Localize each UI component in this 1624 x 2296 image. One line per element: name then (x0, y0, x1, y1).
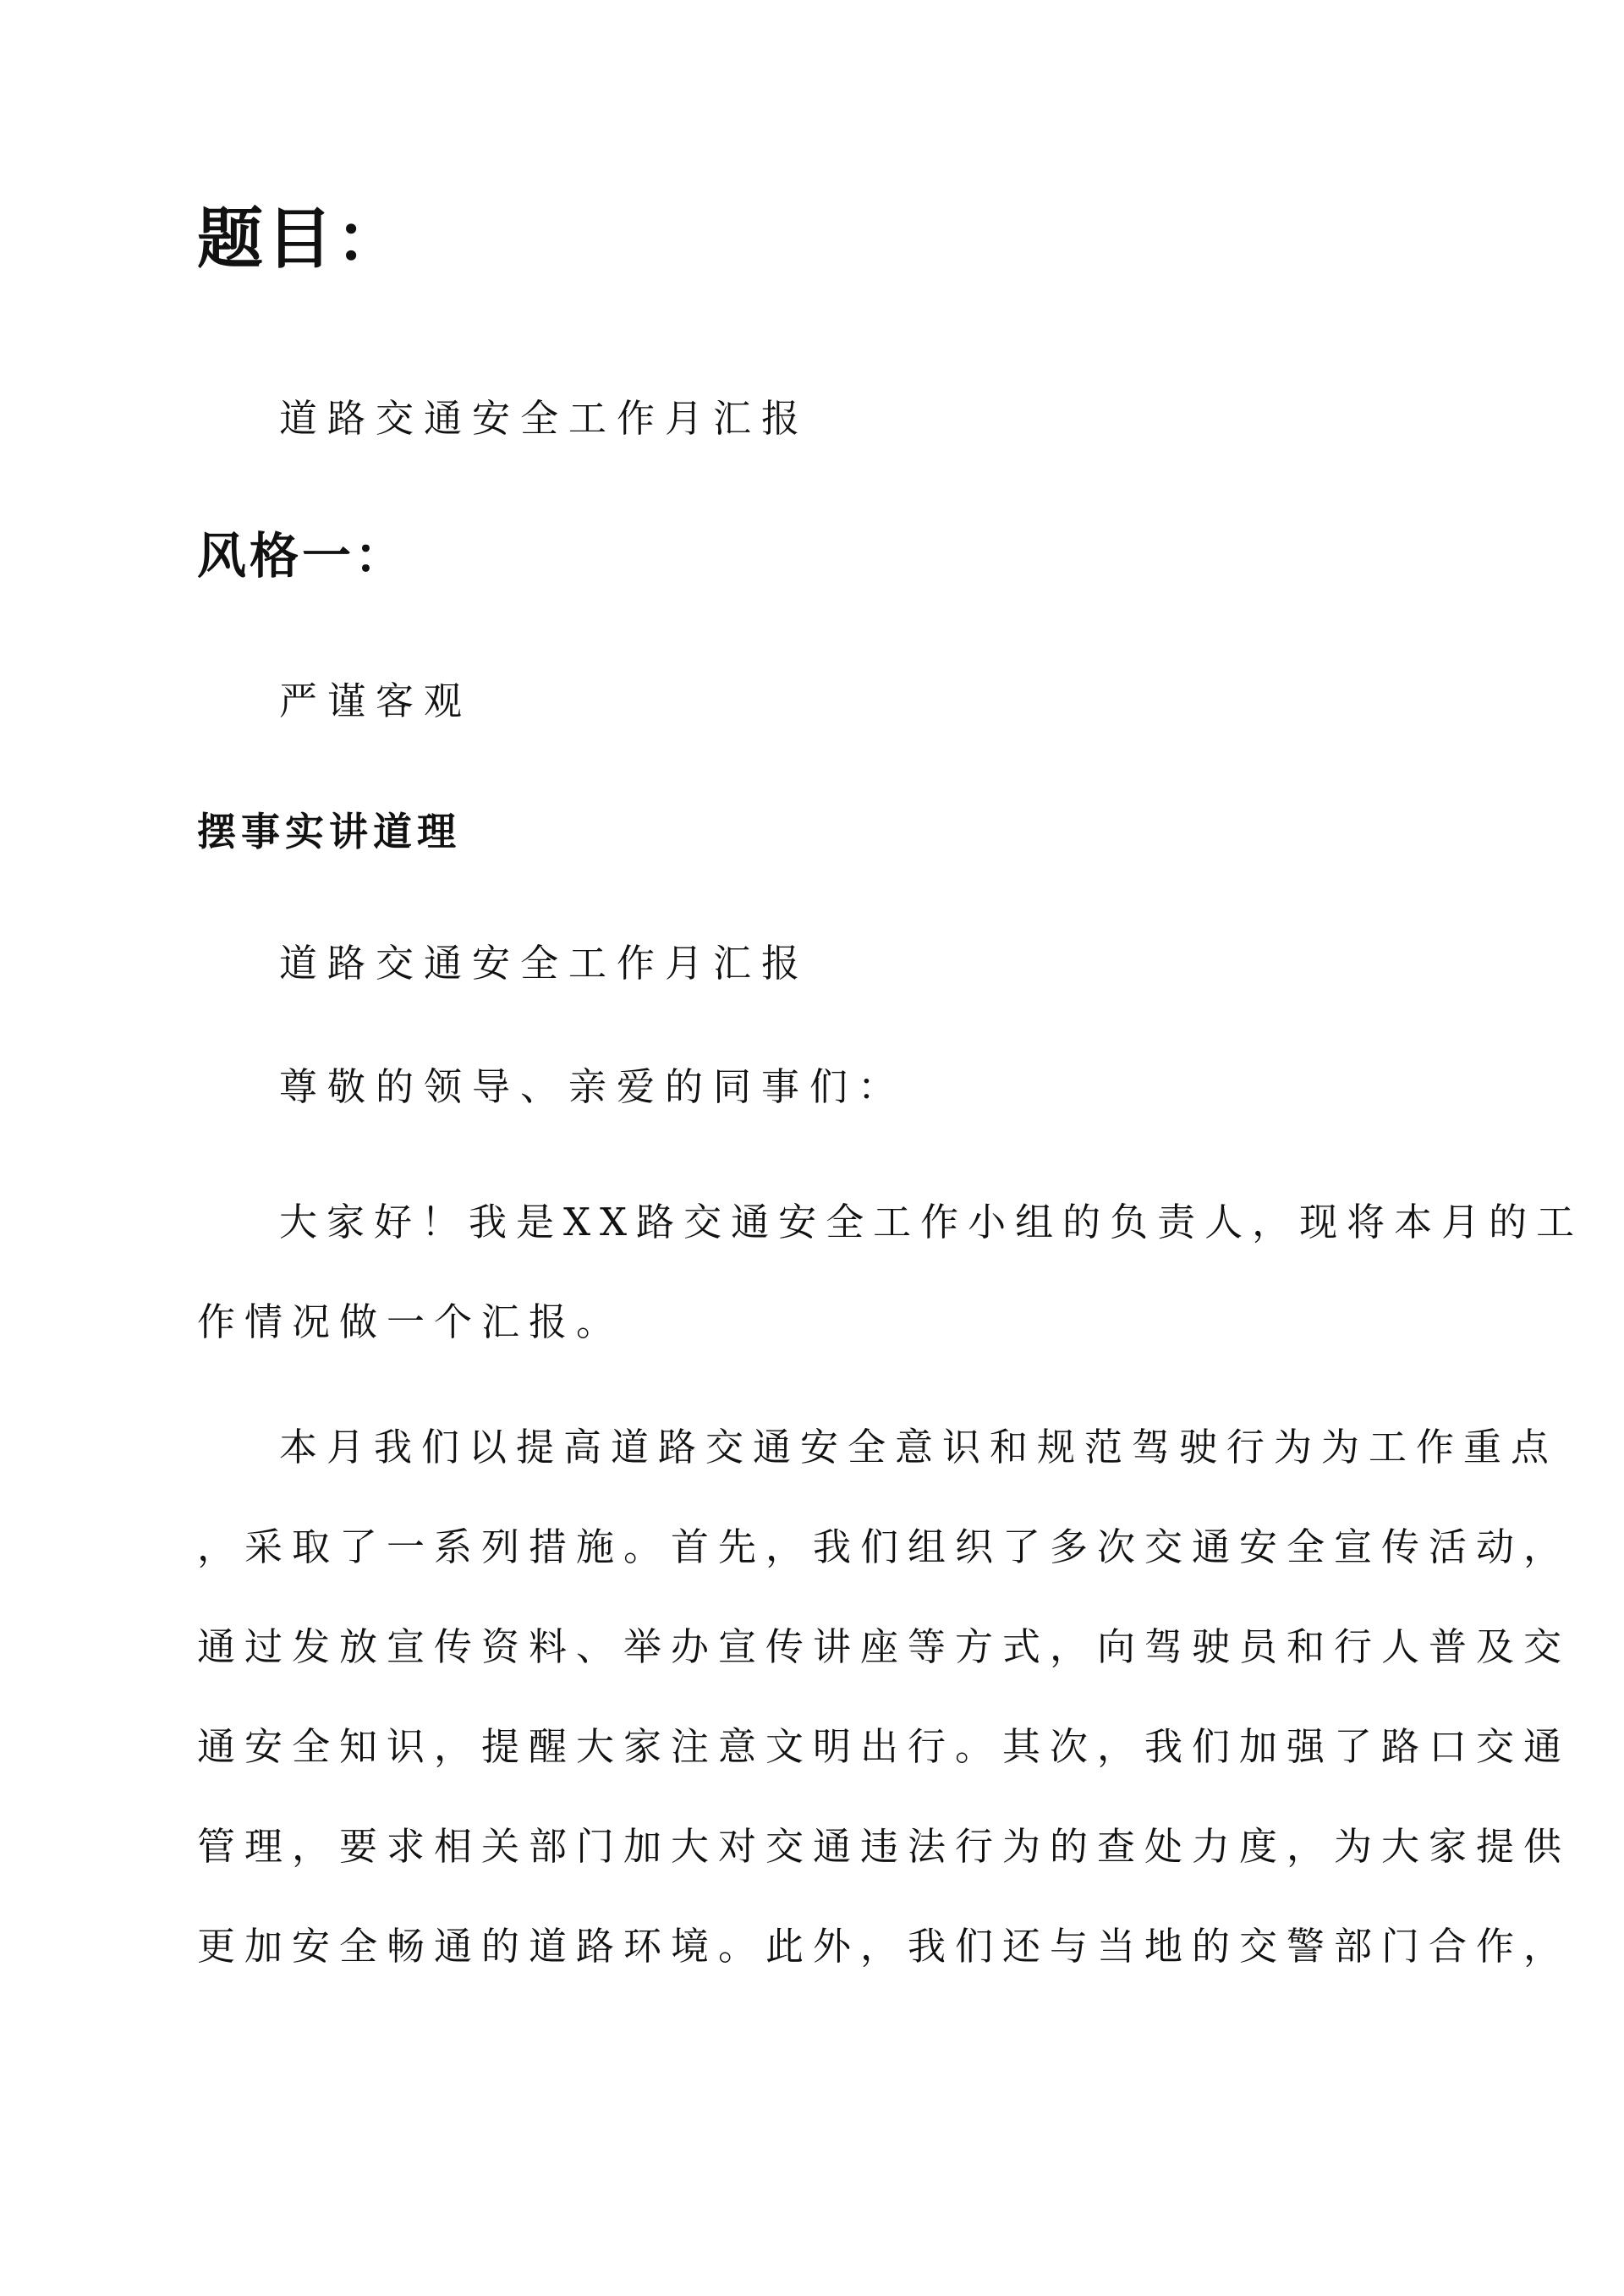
paragraph-1-line: 大家好！我是XX路交通安全工作小组的负责人，现将本月的工 (279, 1200, 1584, 1244)
paragraph-2-line: 管理，要求相关部门加大对交通违法行为的查处力度，为大家提供 (197, 1824, 1572, 1869)
style-text: 严谨客观 (279, 678, 473, 723)
title-text: 道路交通安全工作月汇报 (279, 396, 810, 441)
paragraph-2-line: 本月我们以提高道路交通安全意识和规范驾驶行为为工作重点 (279, 1425, 1559, 1469)
sub-heading: 摆事实讲道理 (197, 809, 461, 854)
paragraph-2-line: 通安全知识，提醒大家注意文明出行。其次，我们加强了路口交通 (197, 1724, 1572, 1769)
style-heading: 风格一： (197, 527, 408, 585)
paragraph-2 (197, 1398, 1572, 1997)
salutation: 尊敬的领导、亲爱的同事们： (279, 1064, 907, 1109)
paragraph-1-line: 作情况做一个汇报。 (197, 1299, 624, 1344)
paragraph-2-line: 更加安全畅通的道路环境。此外，我们还与当地的交警部门合作， (197, 1924, 1572, 1969)
paragraph-1 (197, 1173, 1584, 1372)
title-heading: 题目： (197, 200, 406, 277)
report-title: 道路交通安全工作月汇报 (279, 941, 810, 986)
paragraph-2-line: 通过发放宣传资料、举办宣传讲座等方式，向驾驶员和行人普及交 (197, 1624, 1572, 1669)
paragraph-2-line: ，采取了一系列措施。首先，我们组织了多次交通安全宣传活动， (197, 1524, 1572, 1569)
